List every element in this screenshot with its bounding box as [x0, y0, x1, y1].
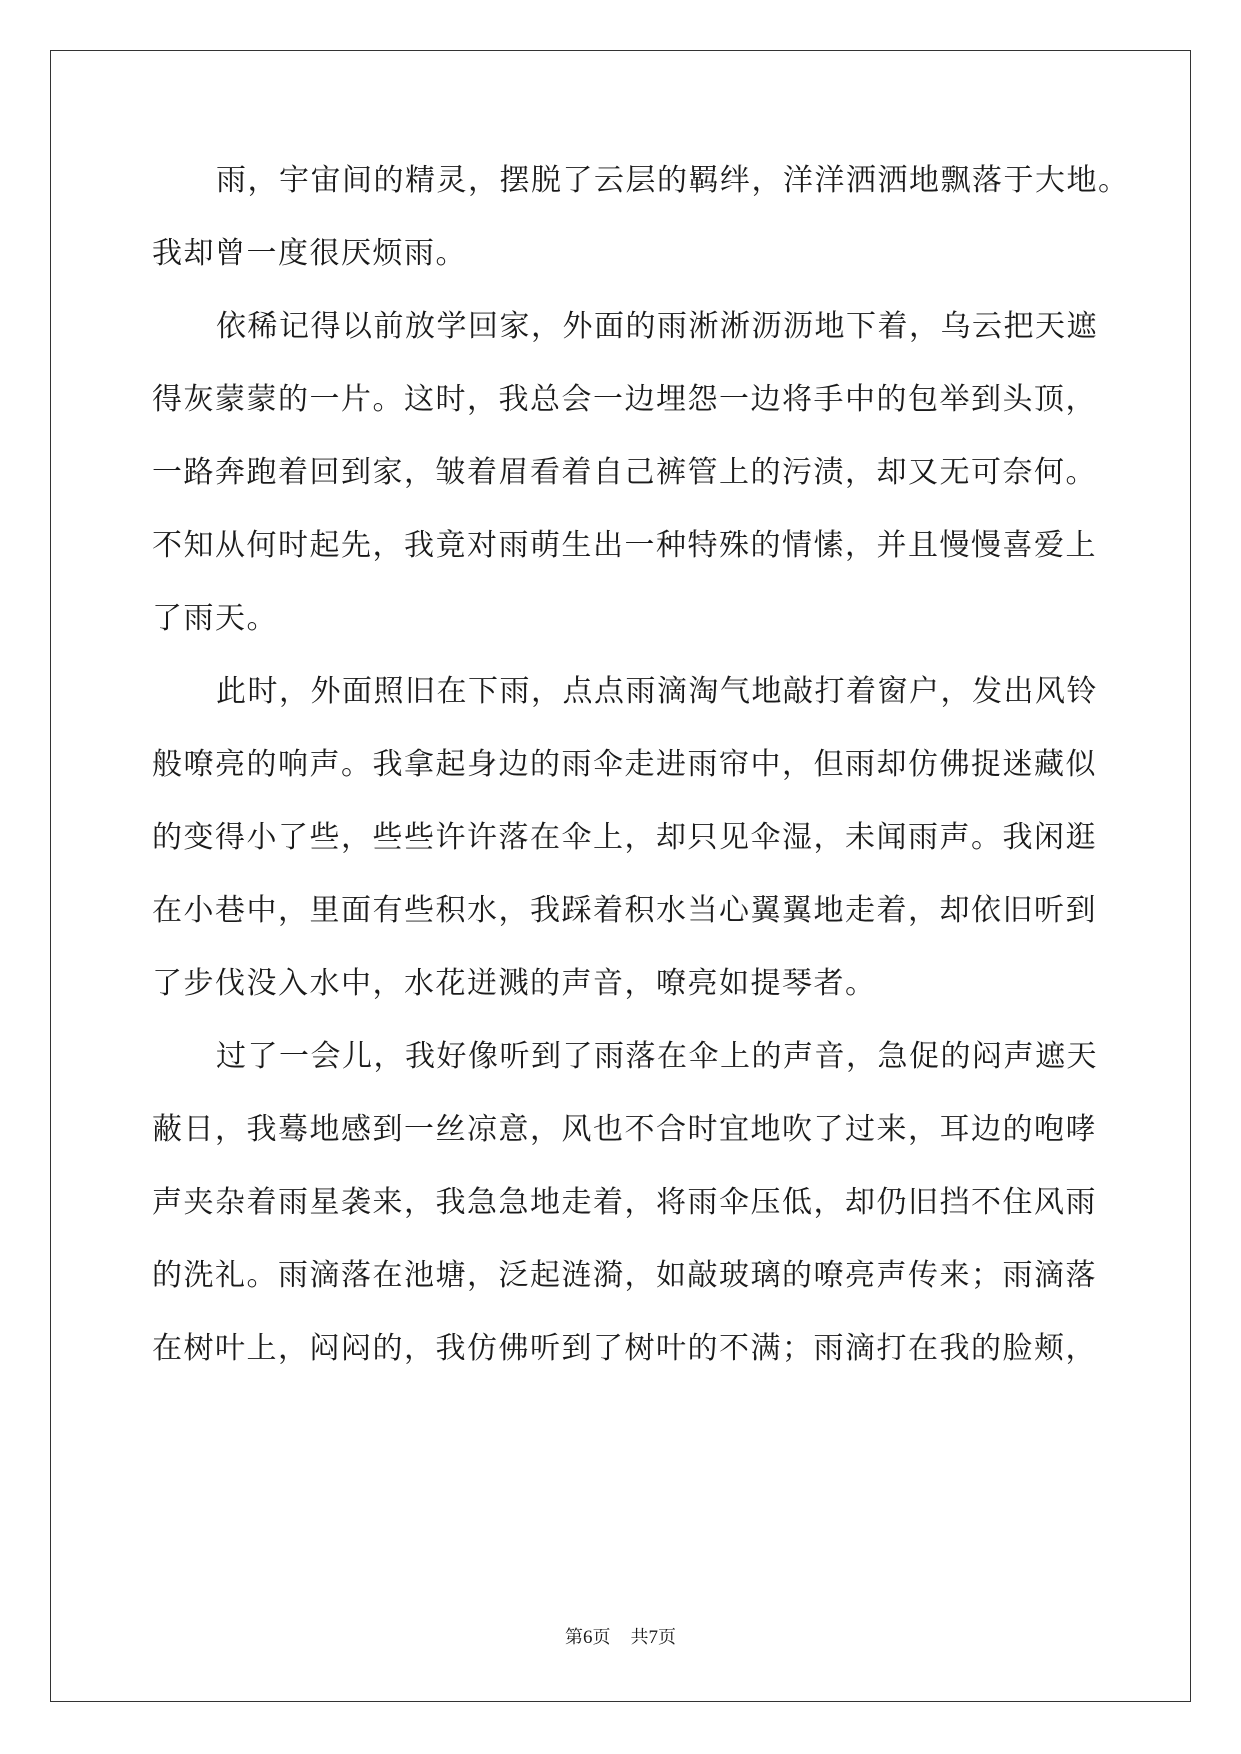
- paragraph-line: 的变得小了些，些些许许落在伞上，却只见伞湿，未闻雨声。我闲逛: [152, 820, 1097, 855]
- paragraph-line: 雨，宇宙间的精灵，摆脱了云层的羁绊，洋洋洒洒地飘落于大地。: [216, 163, 1130, 198]
- current-page-number: 6: [583, 1627, 593, 1648]
- paragraph-line: 了步伐没入水中，水花迸溅的声音，嘹亮如提琴者。: [152, 966, 877, 1001]
- paragraph-line: 的洗礼。雨滴落在池塘，泛起涟漪，如敲玻璃的嘹亮声传来；雨滴落: [152, 1258, 1097, 1293]
- total-pages-suffix: 页: [658, 1627, 676, 1648]
- paragraph-line: 一路奔跑着回到家，皱着眉看着自己裤管上的污渍，却又无可奈何。: [152, 455, 1097, 490]
- paragraph-line: 在树叶上，闷闷的，我仿佛听到了树叶的不满；雨滴打在我的脸颊，: [152, 1331, 1097, 1366]
- paragraph-line: 依稀记得以前放学回家，外面的雨淅淅沥沥地下着，乌云把天遮: [216, 309, 1098, 344]
- paragraph-line: 声夹杂着雨星袭来，我急急地走着，将雨伞压低，却仍旧挡不住风雨: [152, 1185, 1097, 1220]
- paragraph-line: 我却曾一度很厌烦雨。: [152, 236, 467, 271]
- total-pages-prefix: 共: [630, 1627, 649, 1648]
- page-border: [50, 50, 1191, 1702]
- paragraph-line: 得灰蒙蒙的一片。这时，我总会一边埋怨一边将手中的包举到头顶，: [152, 382, 1097, 417]
- paragraph-line: 在小巷中，里面有些积水，我踩着积水当心翼翼地走着，却依旧听到: [152, 893, 1097, 928]
- page-number-suffix: 页: [592, 1627, 611, 1648]
- page-number-prefix: 第: [565, 1627, 583, 1648]
- paragraph-line: 蔽日，我蓦地感到一丝凉意，风也不合时宜地吹了过来，耳边的咆哮: [152, 1112, 1097, 1147]
- paragraph-line: 过了一会儿，我好像听到了雨落在伞上的声音，急促的闷声遮天: [216, 1039, 1098, 1074]
- paragraph-line: 了雨天。: [152, 601, 278, 636]
- page-footer: [0, 1626, 1241, 1650]
- paragraph-line: 此时，外面照旧在下雨，点点雨滴淘气地敲打着窗户，发出风铃: [216, 674, 1098, 709]
- paragraph-line: 不知从何时起先，我竟对雨萌生出一种特殊的情愫，并且慢慢喜爱上: [152, 528, 1097, 563]
- total-pages-number: 7: [648, 1627, 658, 1648]
- paragraph-line: 般嘹亮的响声。我拿起身边的雨伞走进雨帘中，但雨却仿佛捉迷藏似: [152, 747, 1097, 782]
